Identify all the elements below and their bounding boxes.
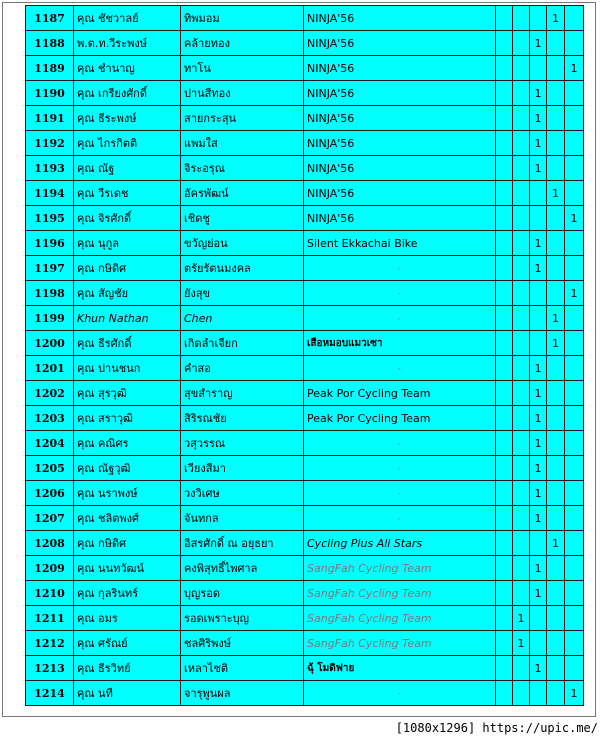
category-mark-cell <box>513 281 530 306</box>
category-mark-cell <box>547 431 565 456</box>
category-mark-cell <box>530 281 547 306</box>
rider-number: 1187 <box>26 6 74 31</box>
category-mark-cell <box>513 656 530 681</box>
category-mark-cell <box>513 481 530 506</box>
category-mark-cell <box>547 131 565 156</box>
category-mark-cell: 1 <box>530 556 547 581</box>
category-mark-cell <box>496 681 513 706</box>
rider-team: NINJA'56 <box>304 6 496 31</box>
rider-number: 1203 <box>26 406 74 431</box>
table-row <box>26 56 584 81</box>
rider-last-name: เกิดลำเจียก <box>181 331 304 356</box>
rider-last-name: สุขสำราญ <box>181 381 304 406</box>
category-mark-cell <box>547 156 565 181</box>
rider-team: - <box>304 456 496 481</box>
rider-last-name: อิสรศักดิ์ ณ อยุธยา <box>181 531 304 556</box>
category-mark-cell <box>496 606 513 631</box>
table-row <box>26 131 584 156</box>
category-mark-cell <box>513 31 530 56</box>
table-row <box>26 356 584 381</box>
rider-team: NINJA'56 <box>304 31 496 56</box>
rider-team: NINJA'56 <box>304 81 496 106</box>
category-mark-cell <box>513 156 530 181</box>
rider-last-name: เวียงสีมา <box>181 456 304 481</box>
table-row <box>26 331 584 356</box>
category-mark-cell <box>547 56 565 81</box>
category-mark-cell <box>565 506 584 531</box>
category-mark-cell: 1 <box>547 331 565 356</box>
rider-last-name: ตรัยรัตนมงคล <box>181 256 304 281</box>
category-mark-cell <box>565 81 584 106</box>
rider-last-name: ชลศิริพงษ์ <box>181 631 304 656</box>
category-mark-cell <box>513 131 530 156</box>
category-mark-cell: 1 <box>547 181 565 206</box>
rider-team: Silent Ekkachai Bike <box>304 231 496 256</box>
rider-team: - <box>304 506 496 531</box>
category-mark-cell <box>496 431 513 456</box>
category-mark-cell: 1 <box>530 31 547 56</box>
rider-last-name: บุญรอด <box>181 581 304 606</box>
rider-first-name: คุณ วีรเดช <box>74 181 181 206</box>
rider-first-name: คุณ สัญชัย <box>74 281 181 306</box>
category-mark-cell <box>547 256 565 281</box>
rider-team: - <box>304 356 496 381</box>
category-mark-cell <box>496 656 513 681</box>
category-mark-cell: 1 <box>530 231 547 256</box>
category-mark-cell: 1 <box>547 6 565 31</box>
rider-first-name: คุณ สราวุฒิ <box>74 406 181 431</box>
rider-first-name: คุณ ณัฐ <box>74 156 181 181</box>
rider-number: 1196 <box>26 231 74 256</box>
category-mark-cell <box>496 156 513 181</box>
category-mark-cell <box>565 106 584 131</box>
rider-team: SangFah Cycling Team <box>304 581 496 606</box>
rider-number: 1188 <box>26 31 74 56</box>
category-mark-cell: 1 <box>565 206 584 231</box>
rider-number: 1209 <box>26 556 74 581</box>
rider-team: NINJA'56 <box>304 131 496 156</box>
rider-number: 1194 <box>26 181 74 206</box>
category-mark-cell <box>547 81 565 106</box>
category-mark-cell <box>496 531 513 556</box>
category-mark-cell <box>565 381 584 406</box>
table-row <box>26 531 584 556</box>
rider-number: 1197 <box>26 256 74 281</box>
rider-first-name: คุณ คณิศร <box>74 431 181 456</box>
rider-team: - <box>304 306 496 331</box>
rider-last-name: จิระอรุณ <box>181 156 304 181</box>
rider-team: Peak Por Cycling Team <box>304 406 496 431</box>
category-mark-cell <box>530 181 547 206</box>
category-mark-cell <box>565 156 584 181</box>
category-mark-cell <box>496 231 513 256</box>
rider-last-name: คงพิสุทธิ์ไพศาล <box>181 556 304 581</box>
category-mark-cell: 1 <box>530 131 547 156</box>
table-row <box>26 106 584 131</box>
table-row <box>26 481 584 506</box>
rider-team: - <box>304 431 496 456</box>
category-mark-cell <box>547 356 565 381</box>
rider-number: 1207 <box>26 506 74 531</box>
table-row <box>26 431 584 456</box>
rider-number: 1195 <box>26 206 74 231</box>
category-mark-cell <box>496 456 513 481</box>
rider-first-name: คุณ ชลิตพงศ์ <box>74 506 181 531</box>
table-row <box>26 581 584 606</box>
category-mark-cell <box>530 331 547 356</box>
rider-number: 1210 <box>26 581 74 606</box>
rider-number: 1212 <box>26 631 74 656</box>
category-mark-cell: 1 <box>530 431 547 456</box>
rider-number: 1192 <box>26 131 74 156</box>
rider-last-name: รอดเพราะบุญ <box>181 606 304 631</box>
category-mark-cell <box>547 31 565 56</box>
rider-first-name: คุณ สุรวุฒิ <box>74 381 181 406</box>
category-mark-cell: 1 <box>565 681 584 706</box>
category-mark-cell <box>513 331 530 356</box>
category-mark-cell <box>547 606 565 631</box>
category-mark-cell: 1 <box>530 81 547 106</box>
rider-first-name: คุณ ชำนาญ <box>74 56 181 81</box>
rider-number: 1213 <box>26 656 74 681</box>
rider-last-name: แพมใส <box>181 131 304 156</box>
rider-number: 1198 <box>26 281 74 306</box>
category-mark-cell: 1 <box>530 456 547 481</box>
rider-number: 1190 <box>26 81 74 106</box>
rider-last-name: อัครพัฒน์ <box>181 181 304 206</box>
category-mark-cell: 1 <box>530 381 547 406</box>
table-row <box>26 681 584 706</box>
rider-first-name: คุณ นุกูล <box>74 231 181 256</box>
category-mark-cell <box>513 431 530 456</box>
rider-last-name: ทิพมอม <box>181 6 304 31</box>
rider-team: NINJA'56 <box>304 106 496 131</box>
category-mark-cell: 1 <box>530 581 547 606</box>
category-mark-cell <box>496 356 513 381</box>
category-mark-cell: 1 <box>565 56 584 81</box>
rider-last-name: จารุพูนผล <box>181 681 304 706</box>
category-mark-cell <box>530 6 547 31</box>
category-mark-cell <box>530 606 547 631</box>
category-mark-cell <box>513 381 530 406</box>
rider-last-name: คำสอ <box>181 356 304 381</box>
category-mark-cell <box>513 406 530 431</box>
category-mark-cell <box>565 406 584 431</box>
rider-team: เสือหมอบแมวเซา <box>304 331 496 356</box>
category-mark-cell: 1 <box>530 481 547 506</box>
category-mark-cell <box>565 131 584 156</box>
category-mark-cell <box>496 406 513 431</box>
category-mark-cell <box>530 631 547 656</box>
table-row <box>26 281 584 306</box>
rider-first-name: คุณ เกรียงศักดิ์ <box>74 81 181 106</box>
rider-team: NINJA'56 <box>304 181 496 206</box>
table-row <box>26 456 584 481</box>
rider-first-name: คุณ ปานชนก <box>74 356 181 381</box>
category-mark-cell <box>547 631 565 656</box>
table-row <box>26 156 584 181</box>
table-row <box>26 656 584 681</box>
rider-number: 1201 <box>26 356 74 381</box>
rider-team: - <box>304 681 496 706</box>
category-mark-cell: 1 <box>530 406 547 431</box>
table-row <box>26 206 584 231</box>
category-mark-cell <box>547 581 565 606</box>
rider-team: SangFah Cycling Team <box>304 556 496 581</box>
rider-last-name: ยังสุข <box>181 281 304 306</box>
rider-last-name: สิริรณชัย <box>181 406 304 431</box>
category-mark-cell <box>530 531 547 556</box>
category-mark-cell <box>565 531 584 556</box>
category-mark-cell <box>496 206 513 231</box>
category-mark-cell <box>547 506 565 531</box>
registration-table <box>25 5 584 706</box>
category-mark-cell: 1 <box>530 156 547 181</box>
category-mark-cell <box>547 281 565 306</box>
category-mark-cell <box>565 356 584 381</box>
rider-first-name: คุณ จิรศักดิ์ <box>74 206 181 231</box>
rider-number: 1211 <box>26 606 74 631</box>
category-mark-cell <box>565 181 584 206</box>
category-mark-cell <box>513 81 530 106</box>
table-row <box>26 231 584 256</box>
category-mark-cell <box>547 481 565 506</box>
category-mark-cell <box>565 456 584 481</box>
category-mark-cell <box>496 6 513 31</box>
category-mark-cell <box>565 631 584 656</box>
rider-number: 1199 <box>26 306 74 331</box>
category-mark-cell: 1 <box>530 356 547 381</box>
category-mark-cell <box>565 256 584 281</box>
table-row <box>26 6 584 31</box>
rider-team: NINJA'56 <box>304 56 496 81</box>
category-mark-cell <box>530 206 547 231</box>
category-mark-cell <box>513 206 530 231</box>
rider-team: Cycling Plus All Stars <box>304 531 496 556</box>
table-row <box>26 256 584 281</box>
table-row <box>26 31 584 56</box>
category-mark-cell <box>496 306 513 331</box>
rider-first-name: คุณ กุลรินทร์ <box>74 581 181 606</box>
rider-first-name: คุณ ชัชวาลย์ <box>74 6 181 31</box>
category-mark-cell <box>496 131 513 156</box>
category-mark-cell <box>496 106 513 131</box>
category-mark-cell: 1 <box>530 506 547 531</box>
category-mark-cell: 1 <box>565 281 584 306</box>
category-mark-cell <box>565 606 584 631</box>
category-mark-cell: 1 <box>513 631 530 656</box>
category-mark-cell <box>513 531 530 556</box>
rider-first-name: คุณ ธีระพงษ์ <box>74 106 181 131</box>
category-mark-cell <box>547 381 565 406</box>
category-mark-cell <box>565 431 584 456</box>
category-mark-cell <box>547 456 565 481</box>
rider-last-name: จันทกล <box>181 506 304 531</box>
category-mark-cell <box>547 556 565 581</box>
category-mark-cell <box>496 381 513 406</box>
category-mark-cell: 1 <box>530 656 547 681</box>
rider-team: ฉุ้ โมดิฟาย <box>304 656 496 681</box>
rider-number: 1189 <box>26 56 74 81</box>
rider-number: 1193 <box>26 156 74 181</box>
rider-last-name: Chen <box>181 306 304 331</box>
rider-last-name: เหลาไชติ <box>181 656 304 681</box>
rider-team: - <box>304 281 496 306</box>
category-mark-cell <box>547 231 565 256</box>
rider-last-name: ปานสีทอง <box>181 81 304 106</box>
category-mark-cell <box>530 306 547 331</box>
rider-last-name: คล้ายทอง <box>181 31 304 56</box>
table-row <box>26 381 584 406</box>
category-mark-cell <box>547 106 565 131</box>
category-mark-cell <box>513 106 530 131</box>
rider-first-name: คุณ ธีรศักดิ์ <box>74 331 181 356</box>
table-row <box>26 606 584 631</box>
rider-first-name: คุณ ธีรวิทย์ <box>74 656 181 681</box>
category-mark-cell <box>513 581 530 606</box>
category-mark-cell <box>496 281 513 306</box>
table-row <box>26 506 584 531</box>
category-mark-cell: 1 <box>513 606 530 631</box>
rider-last-name: สายกระสุน <box>181 106 304 131</box>
category-mark-cell <box>496 331 513 356</box>
category-mark-cell <box>547 406 565 431</box>
table-row <box>26 631 584 656</box>
category-mark-cell <box>565 31 584 56</box>
category-mark-cell: 1 <box>530 106 547 131</box>
category-mark-cell <box>565 556 584 581</box>
category-mark-cell <box>496 256 513 281</box>
rider-last-name: ขวัญย่อน <box>181 231 304 256</box>
rider-team: SangFah Cycling Team <box>304 631 496 656</box>
category-mark-cell <box>513 256 530 281</box>
rider-team: - <box>304 481 496 506</box>
rider-first-name: Khun Nathan <box>74 306 181 331</box>
category-mark-cell <box>513 456 530 481</box>
category-mark-cell <box>530 56 547 81</box>
category-mark-cell <box>496 31 513 56</box>
rider-number: 1208 <box>26 531 74 556</box>
category-mark-cell <box>513 356 530 381</box>
category-mark-cell: 1 <box>547 306 565 331</box>
table-row <box>26 181 584 206</box>
rider-last-name: วงวิเศษ <box>181 481 304 506</box>
table-row <box>26 556 584 581</box>
category-mark-cell <box>513 556 530 581</box>
category-mark-cell <box>565 306 584 331</box>
rider-last-name: ทาโน <box>181 56 304 81</box>
category-mark-cell <box>513 181 530 206</box>
category-mark-cell <box>513 306 530 331</box>
category-mark-cell <box>547 681 565 706</box>
rider-number: 1214 <box>26 681 74 706</box>
rider-first-name: พ.ต.ท.วีระพงษ์ <box>74 31 181 56</box>
table-row <box>26 406 584 431</box>
rider-team: NINJA'56 <box>304 156 496 181</box>
rider-number: 1206 <box>26 481 74 506</box>
category-mark-cell <box>530 681 547 706</box>
category-mark-cell: 1 <box>530 256 547 281</box>
rider-first-name: คุณ นที <box>74 681 181 706</box>
category-mark-cell <box>547 656 565 681</box>
table-row <box>26 306 584 331</box>
rider-first-name: คุณ นนทวัฒน์ <box>74 556 181 581</box>
rider-last-name: วสุวรรณ <box>181 431 304 456</box>
rider-number: 1205 <box>26 456 74 481</box>
category-mark-cell <box>496 81 513 106</box>
rider-first-name: คุณ กษิดิศ <box>74 531 181 556</box>
category-mark-cell <box>565 6 584 31</box>
category-mark-cell <box>496 631 513 656</box>
category-mark-cell <box>496 181 513 206</box>
rider-team: - <box>304 256 496 281</box>
rider-team: SangFah Cycling Team <box>304 606 496 631</box>
rider-first-name: คุณ นราพงษ์ <box>74 481 181 506</box>
category-mark-cell <box>496 481 513 506</box>
category-mark-cell <box>513 56 530 81</box>
category-mark-cell <box>565 481 584 506</box>
table-body <box>26 6 584 706</box>
rider-team: Peak Por Cycling Team <box>304 381 496 406</box>
category-mark-cell <box>513 506 530 531</box>
rider-number: 1204 <box>26 431 74 456</box>
rider-first-name: คุณ ณัฐวุฒิ <box>74 456 181 481</box>
category-mark-cell <box>496 556 513 581</box>
rider-number: 1200 <box>26 331 74 356</box>
category-mark-cell <box>565 581 584 606</box>
rider-first-name: คุณ อมร <box>74 606 181 631</box>
category-mark-cell <box>547 206 565 231</box>
watermark: [1080x1296] https://upic.me/ <box>395 721 598 735</box>
rider-first-name: คุณ ไกรกิตติ <box>74 131 181 156</box>
category-mark-cell <box>496 56 513 81</box>
rider-last-name: เชิดชู <box>181 206 304 231</box>
category-mark-cell: 1 <box>547 531 565 556</box>
category-mark-cell <box>513 6 530 31</box>
category-mark-cell <box>513 231 530 256</box>
rider-number: 1202 <box>26 381 74 406</box>
category-mark-cell <box>565 231 584 256</box>
category-mark-cell <box>496 506 513 531</box>
category-mark-cell <box>565 656 584 681</box>
rider-number: 1191 <box>26 106 74 131</box>
rider-first-name: คุณ กษิดิศ <box>74 256 181 281</box>
category-mark-cell <box>513 681 530 706</box>
category-mark-cell <box>496 581 513 606</box>
category-mark-cell <box>565 331 584 356</box>
table-row <box>26 81 584 106</box>
rider-team: NINJA'56 <box>304 206 496 231</box>
rider-first-name: คุณ ศรัณย์ <box>74 631 181 656</box>
